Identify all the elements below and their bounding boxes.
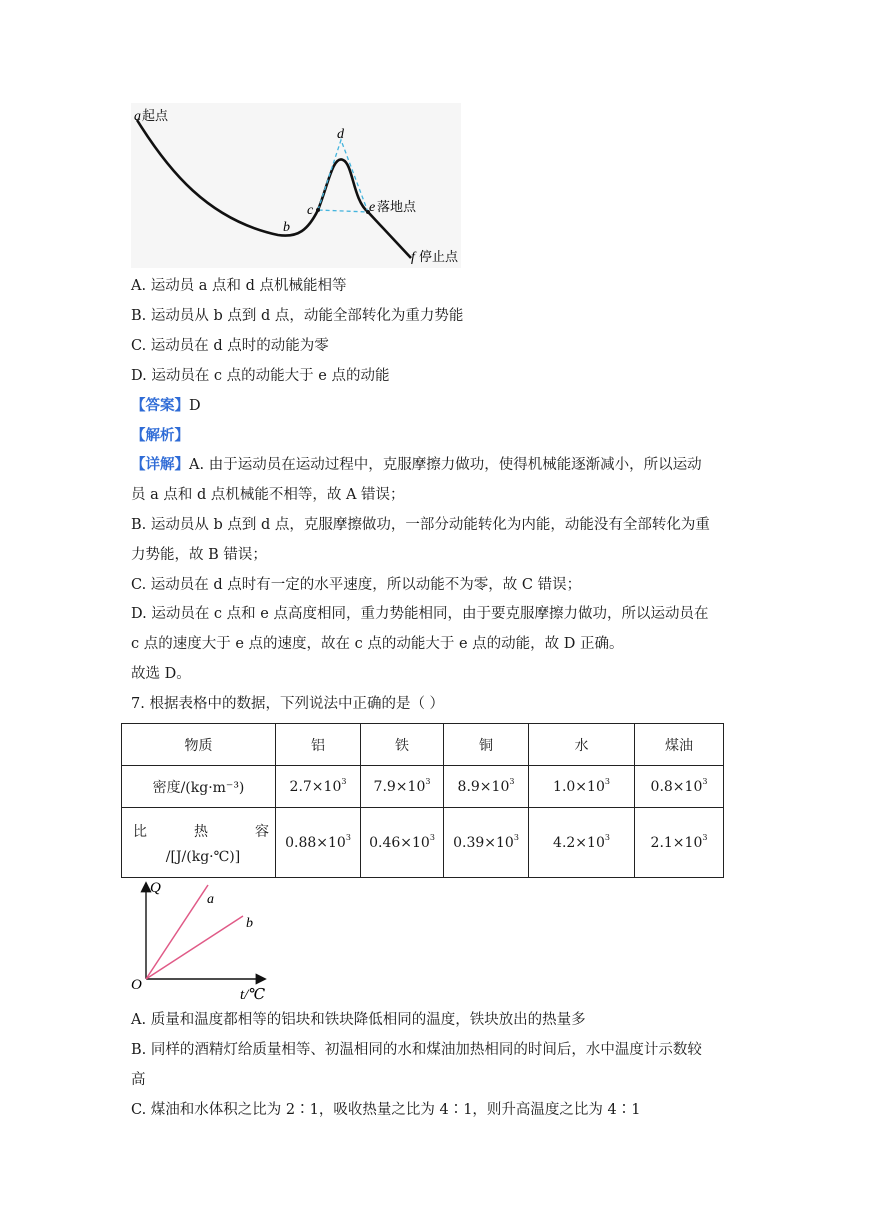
analysis-line xyxy=(131,426,189,446)
header-substance: 物质 xyxy=(122,724,276,766)
detail-line-1 xyxy=(131,455,702,475)
q7-option-b: B. 同样的酒精灯给质量相等、初温相同的水和煤油加热相同的时间后，水中温度计示数较 xyxy=(131,1042,702,1058)
heat-iron: $0.46\times 10^3$ xyxy=(361,808,444,878)
q7-option-a: A. 质量和温度都相等的铝块和铁块降低相同的温度，铁块放出的热量多 xyxy=(131,1012,586,1028)
y-axis-label: Q xyxy=(150,880,161,896)
heat-label: 比 热 容 /[J/(kg·℃)] xyxy=(122,808,276,878)
origin-label: O xyxy=(131,977,142,993)
line-a-label: a xyxy=(207,892,214,907)
q-t-graph xyxy=(128,876,278,1002)
label-b: b xyxy=(283,220,290,235)
table-row-heat xyxy=(122,808,724,878)
q7-option-c: C. 煤油和水体积之比为 2∶1，吸收热量之比为 4∶1，则升高温度之比为 4∶1 xyxy=(131,1102,641,1118)
table-header-row xyxy=(122,724,724,766)
answer-tag: 【答案】 xyxy=(131,398,189,414)
density-copper: $8.9\times 10^3$ xyxy=(444,766,529,808)
label-land: 落地点 xyxy=(377,199,417,214)
q6-option-d: D. 运动员在 c 点的动能大于 e 点的动能 xyxy=(131,368,390,384)
detail-line-3: B. 运动员从 b 点到 d 点，克服摩擦做功，一部分动能转化为内能，动能没有全部转化为重 xyxy=(131,517,710,533)
q6-option-c: C. 运动员在 d 点时的动能为零 xyxy=(131,338,329,354)
detail-line-5: C. 运动员在 d 点时有一定的水平速度，所以动能不为零，故 C 错误； xyxy=(131,577,582,593)
detail-line-8: 故选 D。 xyxy=(131,666,191,682)
heat-water: $4.2\times 10^3$ xyxy=(529,808,635,878)
q7-option-b-cont: 高 xyxy=(131,1072,146,1088)
header-copper: 铜 xyxy=(444,724,529,766)
label-a: a xyxy=(134,109,141,124)
detail-line-7: c 点的速度大于 e 点的速度，故在 c 点的动能大于 e 点的动能，故 D 正确。 xyxy=(131,636,624,652)
header-iron: 铁 xyxy=(361,724,444,766)
analysis-tag: 【解析】 xyxy=(131,428,189,444)
table-row-density xyxy=(122,766,724,808)
header-kerosene: 煤油 xyxy=(635,724,724,766)
x-axis-label: t/℃ xyxy=(240,987,266,1002)
ski-trajectory-figure xyxy=(128,100,468,270)
heat-kerosene: $2.1\times 10^3$ xyxy=(635,808,724,878)
q6-option-a: A. 运动员 a 点和 d 点机械能相等 xyxy=(131,278,347,294)
answer-line xyxy=(131,396,201,416)
detail-text-1: A. 由于运动员在运动过程中，克服摩擦力做功，使得机械能逐渐减小，所以运动 xyxy=(189,457,702,473)
header-water: 水 xyxy=(529,724,635,766)
heat-aluminum: $0.88\times 10^3$ xyxy=(276,808,361,878)
q6-option-b: B. 运动员从 b 点到 d 点，动能全部转化为重力势能 xyxy=(131,308,464,324)
q7-stem: 7. 根据表格中的数据，下列说法中正确的是（ ） xyxy=(131,696,445,712)
density-label: 密度/(kg·m⁻³) xyxy=(122,766,276,808)
header-aluminum: 铝 xyxy=(276,724,361,766)
label-c: c xyxy=(307,203,314,218)
density-water: $1.0\times 10^3$ xyxy=(529,766,635,808)
substance-table xyxy=(121,723,724,878)
detail-tag: 【详解】 xyxy=(131,457,189,473)
density-iron: $7.9\times 10^3$ xyxy=(361,766,444,808)
detail-line-4: 力势能，故 B 错误； xyxy=(131,547,267,563)
label-start: 起点 xyxy=(142,108,169,123)
answer-value: D xyxy=(189,398,201,414)
line-b xyxy=(146,916,243,979)
label-d: d xyxy=(337,127,344,142)
density-aluminum: $2.7\times 10^3$ xyxy=(276,766,361,808)
line-b-label: b xyxy=(246,916,253,931)
heat-copper: $0.39\times 10^3$ xyxy=(444,808,529,878)
detail-line-6: D. 运动员在 c 点和 e 点高度相同，重力势能相同，由于要克服摩擦力做功，所以运动员在 xyxy=(131,606,709,622)
detail-line-2: 员 a 点和 d 点机械能不相等，故 A 错误； xyxy=(131,487,405,503)
line-a xyxy=(146,885,208,979)
label-e: e xyxy=(369,200,376,215)
label-stop: 停止点 xyxy=(419,249,459,264)
density-kerosene: $0.8\times 10^3$ xyxy=(635,766,724,808)
label-f: f xyxy=(411,250,415,265)
